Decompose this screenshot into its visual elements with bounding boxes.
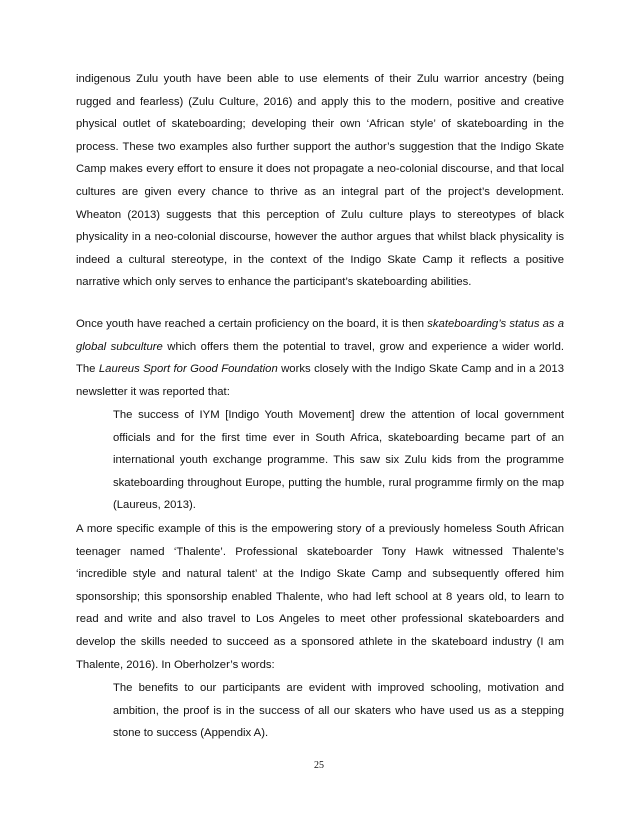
paragraph-2-text-c: which offers them the potential to travel, grow and experience a wider world. The: [76, 340, 564, 376]
body-paragraph-1: indigenous Zulu youth have been able to use elements of their Zulu warrior ancestry (being rugged and fearless) (Zulu Culture, 2016) and apply this to the modern, positive and creative physical outlet of skateboarding; developing their own ‘African style’ of skateboarding in the process. These two examples also further support the author’s suggestion that the Indigo Skate Camp makes every effort to ensure it does not propagate a neo-colonial discourse, and that local cultures are given every chance to thrive as an integral part of the project’s development. Wheaton (2013) suggests that this perception of Zulu culture plays to stereotypes of black physicality in a neo-colonial discourse, however the author argues that whilst black physicality is indeed a cultural stereotype, in the context of the Indigo Skate Camp it reflects a positive narrative which only serves to enhance the participant’s skateboarding abilities.: [76, 73, 564, 289]
block-quote-laureus: The success of IYM [Indigo Youth Movement] drew the attention of local government officials and for the first time ever in South Africa, skateboarding became part of an international youth exchange programme. This saw six Zulu kids from the programme skateboarding throughout Europe, putting the humble, rural programme firmly on the map (Laureus, 2013).: [113, 409, 564, 512]
paragraph-2-text-e: works closely with the Indigo Skate Camp and in a 2013 newsletter it was reported that:: [76, 363, 564, 398]
body-paragraph-2: [76, 313, 564, 403]
block-quote-oberholzer: The benefits to our participants are evident with improved schooling, motivation and ambition, the proof is in the success of all our skaters who have used us as a stepping stone to success (Appendix A).: [113, 682, 564, 740]
page-number: 25: [314, 760, 324, 771]
paragraph-2-italic-subculture: skateboarding’s status as a global subculture: [76, 318, 564, 353]
paragraph-2-italic-foundation: Laureus Sport for Good Foundation: [98, 363, 278, 376]
body-paragraph-3: A more specific example of this is the empowering story of a previously homeless South African teenager named ‘Thalente’. Professional skateboarder Tony Hawk witnessed Thalente’s ‘incredible style and natural talent’ at the Indigo Skate Camp and subsequently offered him sponsorship; this sponsorship enabled Thalente, who had left school at 8 years old, to learn to read and write and also travel to Los Angeles to meet other professional skateboarders and develop the skills needed to succeed as a sponsored athlete in the skateboard industry (I am Thalente, 2016). In Oberholzer’s words:: [76, 523, 564, 671]
paragraph-2-text-a: Once youth have reached a certain proficiency on the board, it is then: [76, 318, 428, 330]
